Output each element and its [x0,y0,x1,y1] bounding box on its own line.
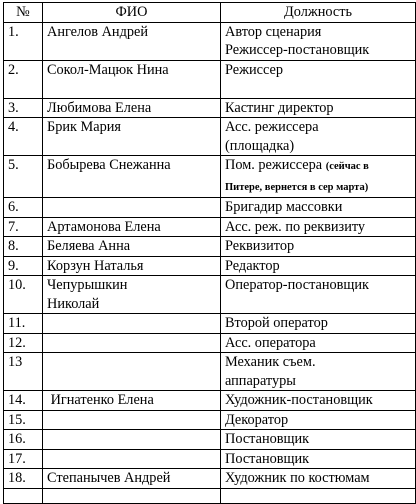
table-row [4,22,416,60]
row-name [43,314,221,334]
row-name: Брик Мария [43,118,221,156]
table-row [4,198,416,218]
row-num: 6. [4,198,43,218]
header-name: ФИО [43,3,221,23]
row-position: Оператор-постановщик [221,276,416,314]
row-num: 9. [4,256,43,276]
row-position: Асс. оператора [221,333,416,353]
row-num: 16. [4,430,43,450]
table-row [4,391,416,411]
row-position: Второй оператор [221,314,416,334]
row-name: Любимова Елена [43,98,221,118]
row-name: Корзун Наталья [43,256,221,276]
position-line-2: аппаратуры [225,372,296,389]
row-position: Реквизитор [221,237,416,257]
row-name [43,430,221,450]
name-line: Чепурышкин [47,277,128,293]
table-row [4,430,416,450]
position-line-2: (площадка) [225,137,295,154]
row-position: Асс. реж. по реквизиту [221,217,416,237]
position-line-2: Режиссер-постановщик [225,42,370,58]
crew-table [3,2,416,504]
row-name: Ангелов Андрей [43,22,221,60]
row-position [221,156,416,198]
row-position: Редактор [221,256,416,276]
table-row [4,217,416,237]
row-position: Художник-постановщик [221,391,416,411]
row-position: Постановщик [221,430,416,450]
table-row [4,60,416,98]
row-name [43,410,221,430]
position-line: Пом. режиссера [225,157,323,173]
row-num: 11. [4,314,43,334]
table-row [4,118,416,156]
row-num: 2. [4,60,43,98]
table-row [4,469,416,489]
row-name: Сокол-Мацюк Нина [43,60,221,98]
row-name: Игнатенко Елена [43,391,221,411]
row-position: Бригадир массовки [221,198,416,218]
position-line: Автор сценария [225,23,322,40]
row-position: Кастинг директор [221,98,416,118]
table-row [4,156,416,198]
table-row [4,98,416,118]
row-num [4,488,43,503]
table-row [4,237,416,257]
row-position: Декоратор [221,410,416,430]
row-num: 1. [4,22,43,60]
row-name: Беляева Анна [43,237,221,257]
table-row [4,314,416,334]
row-num: 18. [4,469,43,489]
position-line: Асс. режиссера [225,119,319,135]
row-num: 14. [4,391,43,411]
table-row [4,449,416,469]
table-row-partial [4,488,416,503]
row-num: 10. [4,276,43,314]
row-num: 3. [4,98,43,118]
row-position: Художник по костюмам [221,469,416,489]
row-name: Бобырева Снежанна [43,156,221,198]
row-position: Режиссер [221,60,416,98]
row-name: Степанычев Андрей [43,469,221,489]
row-name [43,488,221,503]
row-name [43,449,221,469]
table-row [4,333,416,353]
row-num: 15. [4,410,43,430]
row-num: 12. [4,333,43,353]
header-num: № [4,3,43,23]
header-position: Должность [221,3,416,23]
row-num: 8. [4,237,43,257]
row-position [221,118,416,156]
row-num: 17. [4,449,43,469]
row-name [43,198,221,218]
row-num: 5. [4,156,43,198]
row-position [221,22,416,60]
table-row [4,410,416,430]
row-position [221,488,416,503]
row-num: 4. [4,118,43,156]
table-row [4,256,416,276]
row-position: Постановщик [221,449,416,469]
row-position [221,353,416,391]
table-row [4,276,416,314]
row-name [43,276,221,314]
row-name [43,333,221,353]
row-name [43,353,221,391]
position-note-2: Питере, вернется в сер марта) [225,181,369,193]
table-row [4,353,416,391]
position-line: Механик съем. [225,354,316,370]
position-note: (сейчас в [325,161,369,172]
name-line-2: Николай [47,295,100,312]
row-num: 13 [4,353,43,391]
row-num: 7. [4,217,43,237]
row-name: Артамонова Елена [43,217,221,237]
table-header-row [4,3,416,23]
